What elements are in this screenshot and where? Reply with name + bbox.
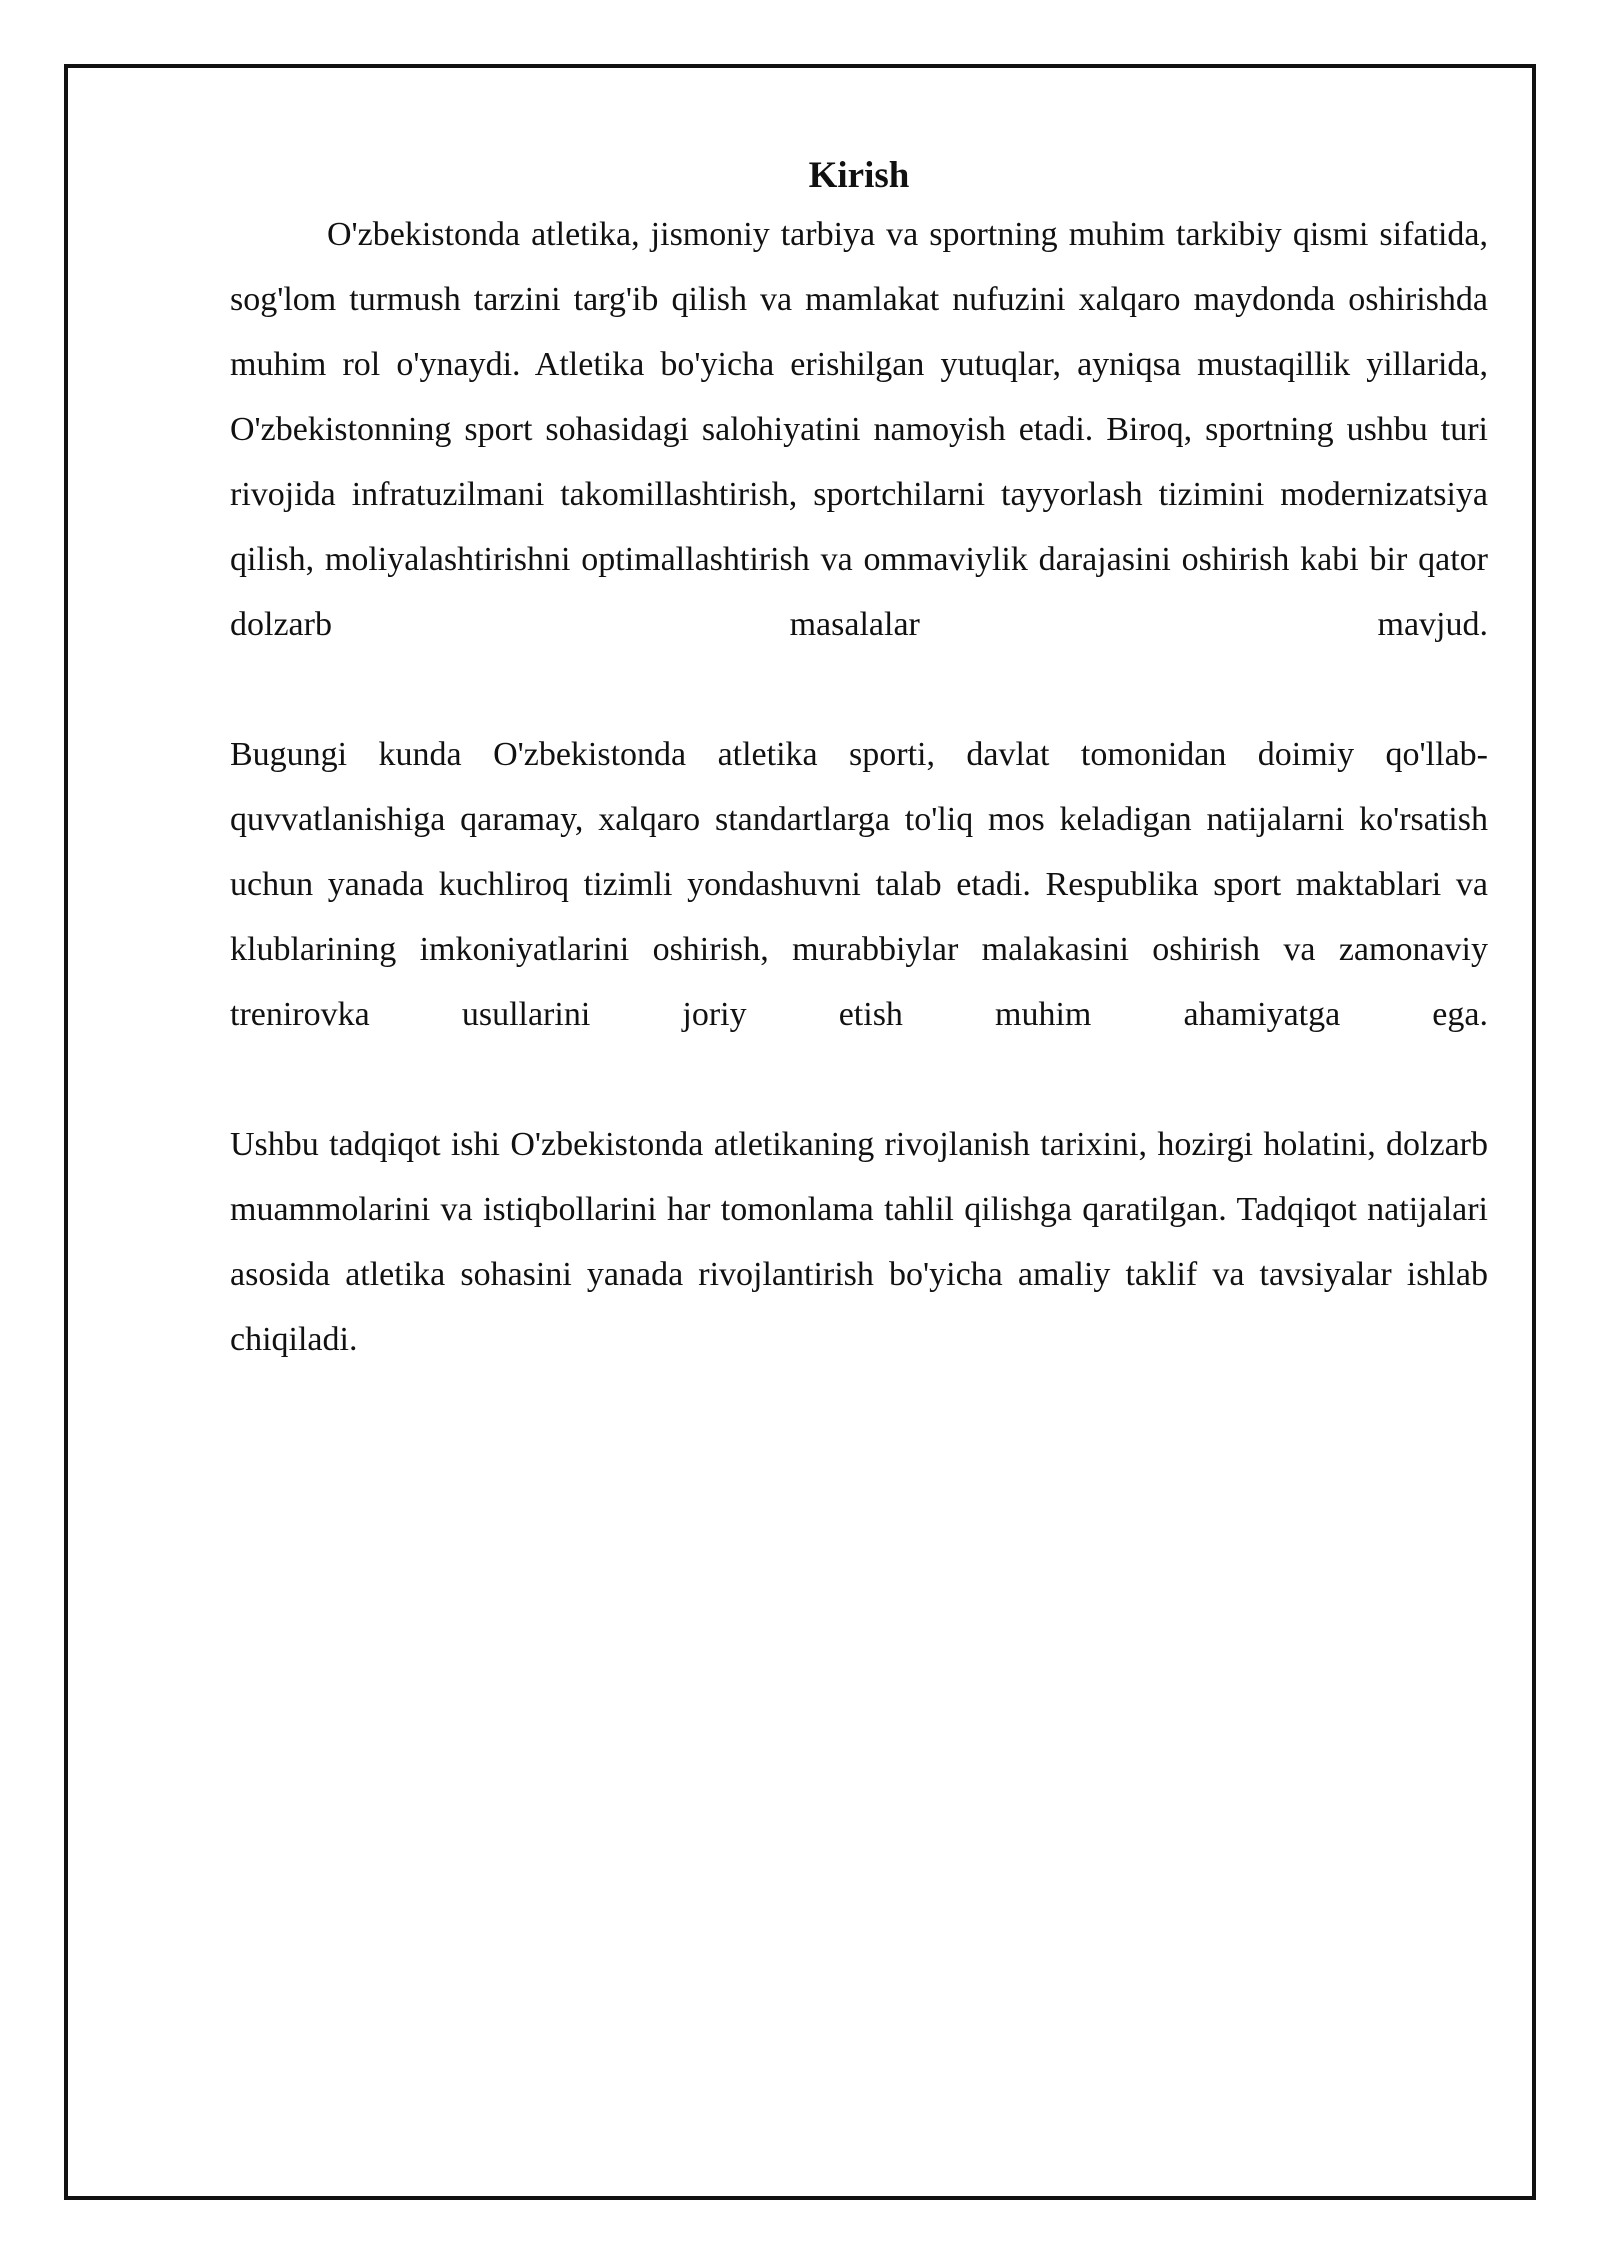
document-title: Kirish (808, 155, 910, 196)
paragraph-3: Ushbu tadqiqot ishi O'zbekistonda atletikaning rivojlanish tarixini, hozirgi holatini, dolzarb muammolarini va istiqbollarini har tomonlama tahlil qilishga qaratilgan. Tadqiqot natijalari asosida atletika sohasini yanada rivojlantirish bo'yicha amaliy taklif va tavsiyalar ishlab chiqiladi. (230, 1126, 1488, 1358)
paragraph-2: Bugungi kunda O'zbekistonda atletika sporti, davlat tomonidan doimiy qo'llab-quvvatlanishiga qaramay, xalqaro standartlarga to'liq mos keladigan natijalarni ko'rsatish uchun yanada kuchliroq tizimli yondashuvni talab etadi. Respublika sport maktablari va klublarining imkoniyatlarini oshirish, murabbiylar malakasini oshirish va zamonaviy trenirovka usullarini joriy etish muhim ahamiyatga ega. (230, 736, 1488, 1033)
paragraph-1: O'zbekistonda atletika, jismoniy tarbiya va sportning muhim tarkibiy qismi sifatida, sog'lom turmush tarzini targ'ib qilish va mamlakat nufuzini xalqaro maydonda oshirishda muhim rol o'ynaydi. Atletika bo'yicha erishilgan yutuqlar, ayniqsa mustaqillik yillarida, O'zbekistonning sport sohasidagi salohiyatini namoyish etadi. Biroq, sportning ushbu turi rivojida infratuzilmani takomillashtirish, sportchilarni tayyorlash tizimini modernizatsiya qilish, moliyalashtirishni optimallashtirish va ommaviylik darajasini oshirish kabi bir qator dolzarb masalalar mavjud. (230, 216, 1488, 643)
document-body (230, 150, 1488, 1372)
